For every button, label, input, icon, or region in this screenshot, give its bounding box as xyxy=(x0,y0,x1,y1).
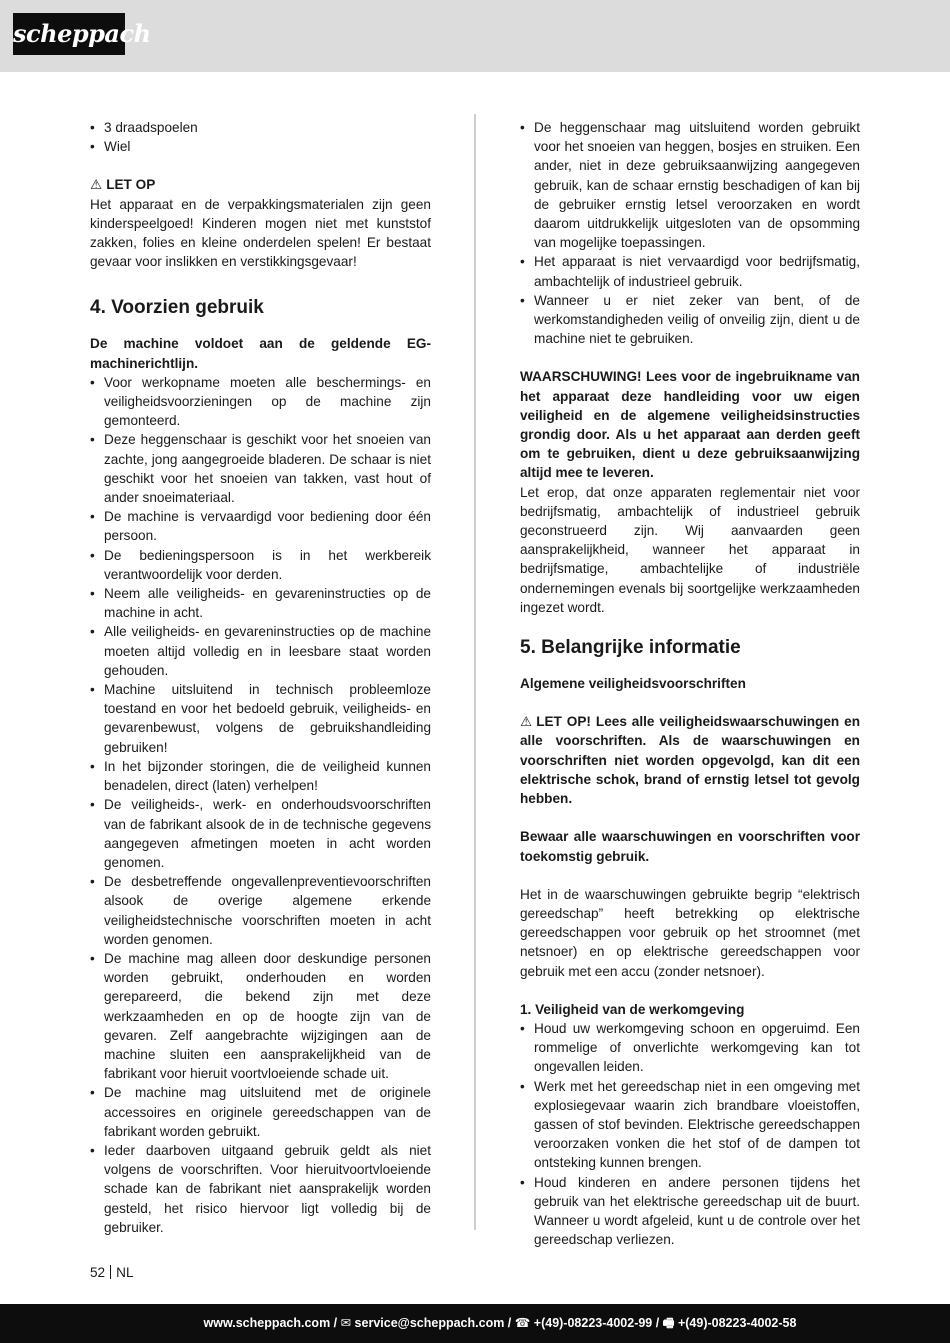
list-item: • De heggenschaar mag uitsluitend worden gebruikt voor het snoeien van heggen, bosjes en struiken. Een ander, niet in deze gebruiksaanwijzing aangegeven gebruik, kan de schaar ernstig beschadigen of kan bij de gebruiker ernstig letsel veroorzaken en wordt daarom uitdrukkelijk uitgesloten van de opsomming van mogelijke toepassingen. xyxy=(520,118,860,252)
section-title-belangrijke-informatie: 5. Belangrijke informatie xyxy=(520,637,741,659)
list-item: • De machine is vervaardigd voor bediening door één persoon. xyxy=(90,507,431,545)
section-title-voorzien-gebruik: 4. Voorzien gebruik xyxy=(90,297,264,319)
column-divider xyxy=(474,114,476,1230)
page-number: 52 NL xyxy=(90,1265,134,1280)
warning-triangle-icon: ⚠ xyxy=(90,177,103,193)
letop-bold: ⚠ LET OP! Lees alle veiligheidswaarschuwingen en alle voorschriften. Als de waarschuwingen en voorschriften niet worden opgevolgd, kan dit een elektrische schok, brand of ernstig letsel tot gevolg hebben. xyxy=(520,714,860,807)
list-item: • Alle veiligheids- en gevareninstructies op de machine moeten altijd volledig en in leesbare staat worden gehouden. xyxy=(90,622,431,680)
letop-heading: ⚠ LET OP xyxy=(90,175,431,194)
list-item: • De bedieningspersoon is in het werkbereik verantwoordelijk voor derden. xyxy=(90,546,431,584)
keep-instructions: Bewaar alle waarschuwingen en voorschriften voor toekomstig gebruik. xyxy=(520,829,860,864)
footer-contact: www.scheppach.com / ✉ service@scheppach.com / ☎ +(49)-08223-4002-99 / 🖷 +(49)-08223-4002-58 xyxy=(203,1316,797,1330)
workplace-safety-list xyxy=(520,1019,860,1249)
list-item: • De machine mag uitsluitend met de originele accessoires en originele gereedschappen van de fabrikant worden gebruikt. xyxy=(90,1083,431,1141)
list-item: • Houd uw werkomgeving schoon en opgeruimd. Een rommelige of onverlichte werkomgeving kan tot ongevallen leiden. xyxy=(520,1019,860,1077)
list-item: • Neem alle veiligheids- en gevareninstructies op de machine in acht. xyxy=(90,584,431,622)
list-item: • In het bijzonder storingen, die de veiligheid kunnen benadelen, direct (laten) verhelpen! xyxy=(90,757,431,795)
parts-list xyxy=(90,118,431,156)
subsection-title: 1. Veiligheid van de werkomgeving xyxy=(520,1001,745,1017)
subheading: Algemene veiligheidsvoorschriften xyxy=(520,676,746,692)
usage-list-continued xyxy=(520,118,860,348)
list-item: • Ieder daarboven uitgaand gebruik geldt als niet volgens de voorschriften. Voor hieruitvoortvloeiende schade kan de fabrikant niet aansprakelijk worden gesteld, het risico hiervoor ligt volledig bij de gebruiker. xyxy=(90,1141,431,1237)
warning-bold: WAARSCHUWING! Lees voor de ingebruikname van het apparaat deze handleiding voor uw eigen veiligheid en de algemene veiligheidsinstructies grondig door. Als u het apparaat aan derden geeft om te gebruiken, dient u deze gebruiksaanwijzing altijd mee te leveren. xyxy=(520,369,860,481)
scheppach-logo: scheppach xyxy=(13,13,125,55)
intro-bold: De machine voldoet aan de geldende EG-machinerichtlijn. xyxy=(90,336,431,371)
list-item: • De desbetreffende ongevallenpreventievoorschriften alsook de overige algemene erkende veiligheidstechnische voorschriften moeten in acht worden genomen. xyxy=(90,872,431,949)
page-header xyxy=(0,0,950,72)
list-item: • Het apparaat is niet vervaardigd voor bedrijfsmatig, ambachtelijk of industrieel gebruik. xyxy=(520,252,860,290)
page-number-separator xyxy=(110,1265,111,1279)
left-column xyxy=(90,118,431,1237)
letop-text: Het apparaat en de verpakkingsmaterialen zijn geen kinderspeelgoed! Kinderen mogen niet met kunststof zakken, folies en kleine onderdelen spelen! Er bestaat gevaar voor inslikken en verstikkingsgevaar! xyxy=(90,196,431,270)
page-footer xyxy=(0,1304,950,1343)
warning-triangle-icon: ⚠ xyxy=(520,714,533,730)
list-item: • Machine uitsluitend in technisch probleemloze toestand en voor het bedoeld gebruik, veiligheids- en gevarenbewust, volgens de gebruikshandleiding gebruiken! xyxy=(90,680,431,757)
list-item: • Houd kinderen en andere personen tijdens het gebruik van het elektrische gereedschap uit de buurt. Wanneer u wordt afgeleid, kunt u de controle over het gereedschap verliezen. xyxy=(520,1173,860,1250)
usage-list xyxy=(90,373,431,1237)
list-item: • Wanneer u er niet zeker van bent, of de werkomstandigheden veilig of onveilig zijn, dient u de machine niet te gebruiken. xyxy=(520,291,860,349)
list-item: • 3 draadspoelen xyxy=(90,118,431,137)
right-column xyxy=(520,118,860,1249)
list-item: • De veiligheids-, werk- en onderhoudsvoorschriften van de fabrikant alsook de in de technische gegevens aangegeven afmetingen moeten in acht worden genomen. xyxy=(90,795,431,872)
warning-text: Let erop, dat onze apparaten reglementair niet voor bedrijfsmatig, ambachtelijk of industrieel gebruik geconstrueerd zijn. Wij aanvaarden geen aansprakelijkheid, wanneer het apparaat in bedrijfsmatige, ambachtelijke of industriële ondernemingen evenals bij soortgelijke werkzaamheden ingezet wordt. xyxy=(520,484,860,615)
list-item: • Werk met het gereedschap niet in een omgeving met explosiegevaar waarin zich brandbare vloeistoffen, gassen of stof bevinden. Elektrische gereedschappen veroorzaken vonken die het stof of de dampen tot ontsteking kunnen brengen. xyxy=(520,1077,860,1173)
list-item: • De machine mag alleen door deskundige personen worden gebruikt, onderhouden en worden gerepareerd, die bekend zijn met deze werkzaamheden en op de hoogte zijn van de gevaren. Zelf aangebrachte wijzigingen aan de machine sluiten een aansprakelijkheid van de fabrikant voor hieruit voortvloeiende schade uit. xyxy=(90,949,431,1083)
list-item: • Wiel xyxy=(90,137,431,156)
list-item: • Voor werkopname moeten alle beschermings- en veiligheidsvoorzieningen op de machine zijn gemonteerd. xyxy=(90,373,431,431)
definition-text: Het in de waarschuwingen gebruikte begrip “elektrisch gereedschap” heeft betrekking op elektrische gereedschappen voor gebruik op het stroomnet (met netsnoer) en op elektrische gereedschappen voor gebruik met een accu (zonder netsnoer). xyxy=(520,886,860,979)
list-item: • Deze heggenschaar is geschikt voor het snoeien van zachte, jong aangegroeide bladeren. De schaar is niet geschikt voor het snoeien van takken, vast hout of ander snoeimateriaal. xyxy=(90,430,431,507)
